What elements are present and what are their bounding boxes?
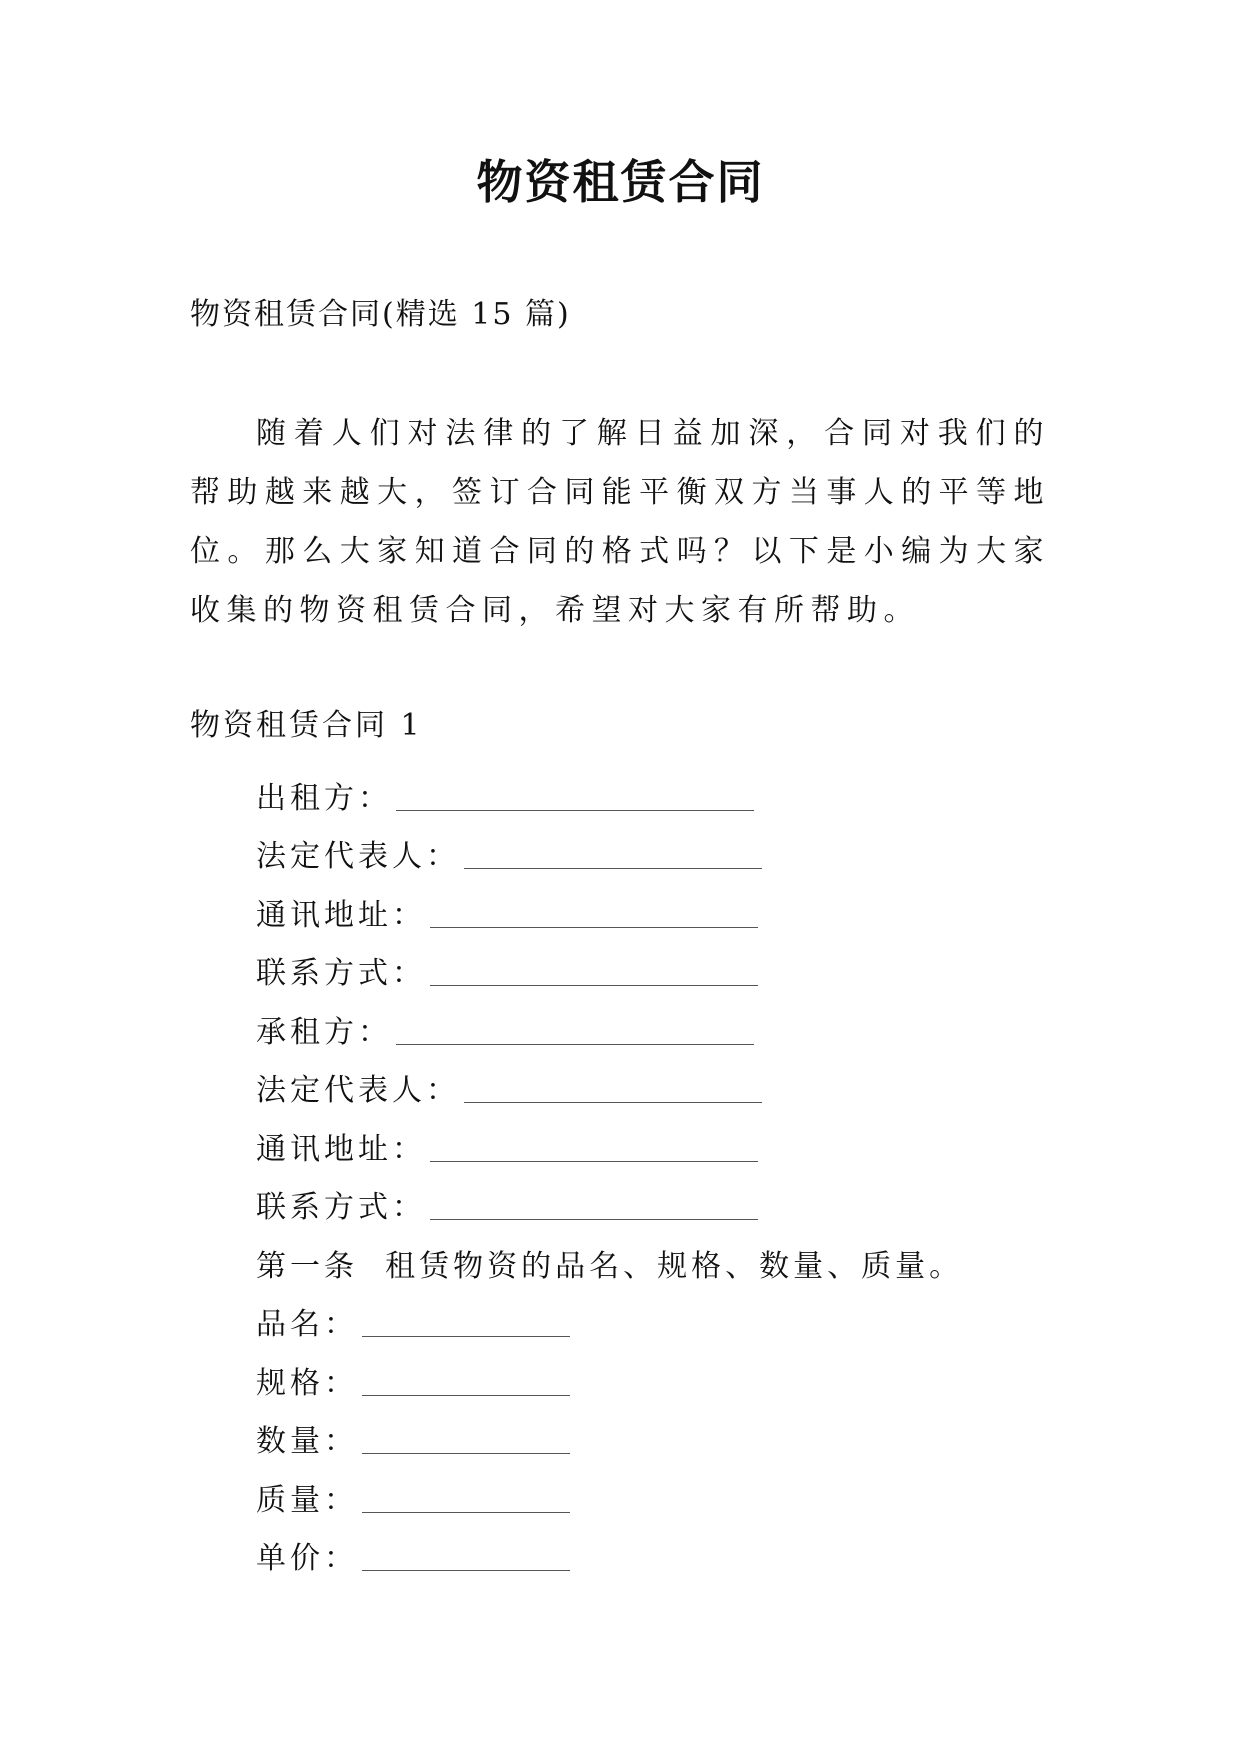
party-field	[256, 819, 963, 878]
item-field-label: 规格：	[256, 1365, 358, 1401]
item-field-label: 质量：	[256, 1482, 358, 1518]
item-field	[256, 1287, 963, 1346]
fill-in-blank	[430, 1133, 758, 1162]
fill-in-blank	[396, 782, 754, 811]
document-title: 物资租赁合同	[476, 155, 765, 209]
contract-fields	[256, 760, 963, 1579]
party-field-label: 法定代表人：	[256, 1073, 460, 1108]
fill-in-blank	[464, 840, 762, 869]
party-field-label: 联系方式：	[256, 956, 426, 991]
party-field-label: 法定代表人：	[256, 839, 460, 874]
fill-in-blank	[362, 1425, 570, 1454]
item-field	[256, 1462, 963, 1521]
party-field	[256, 1111, 963, 1170]
fill-in-blank	[396, 1016, 754, 1045]
party-field	[256, 1170, 963, 1229]
party-field	[256, 1053, 963, 1112]
document-subtitle: 物资租赁合同(精选 15 篇)	[190, 297, 571, 332]
item-field-label: 单价：	[256, 1541, 358, 1576]
intro-paragraph: 随着人们对法律的了解日益加深，合同对我们的帮助越来越大，签订合同能平衡双方当事人的平等地位。那么大家知道合同的格式吗？以下是小编为大家收集的物资租赁合同，希望对大家有所帮助。	[190, 416, 1050, 628]
party-field	[256, 877, 963, 936]
item-field-label: 数量：	[256, 1424, 358, 1459]
fill-in-blank	[464, 1074, 762, 1103]
party-field-label: 联系方式：	[256, 1190, 426, 1225]
party-field-label: 出租方：	[256, 780, 392, 816]
item-field-label: 品名：	[256, 1307, 358, 1342]
item-field	[256, 1404, 963, 1463]
fill-in-blank	[362, 1542, 570, 1571]
item-field	[256, 1345, 963, 1404]
fill-in-blank	[362, 1367, 570, 1396]
fill-in-blank	[362, 1484, 570, 1513]
fill-in-blank	[430, 1191, 758, 1220]
article-1-heading	[256, 1228, 963, 1287]
item-field	[256, 1521, 963, 1580]
article-1-text: 第一条 租赁物资的品名、规格、数量、质量。	[256, 1248, 964, 1284]
party-field	[256, 760, 963, 819]
party-field	[256, 936, 963, 995]
party-field	[256, 994, 963, 1053]
fill-in-blank	[430, 899, 758, 928]
fill-in-blank	[430, 957, 758, 986]
section-title: 物资租赁合同 1	[190, 708, 423, 743]
fill-in-blank	[362, 1308, 570, 1337]
party-field-label: 承租方：	[256, 1014, 392, 1050]
party-field-label: 通讯地址：	[256, 897, 426, 933]
party-field-label: 通讯地址：	[256, 1131, 426, 1167]
